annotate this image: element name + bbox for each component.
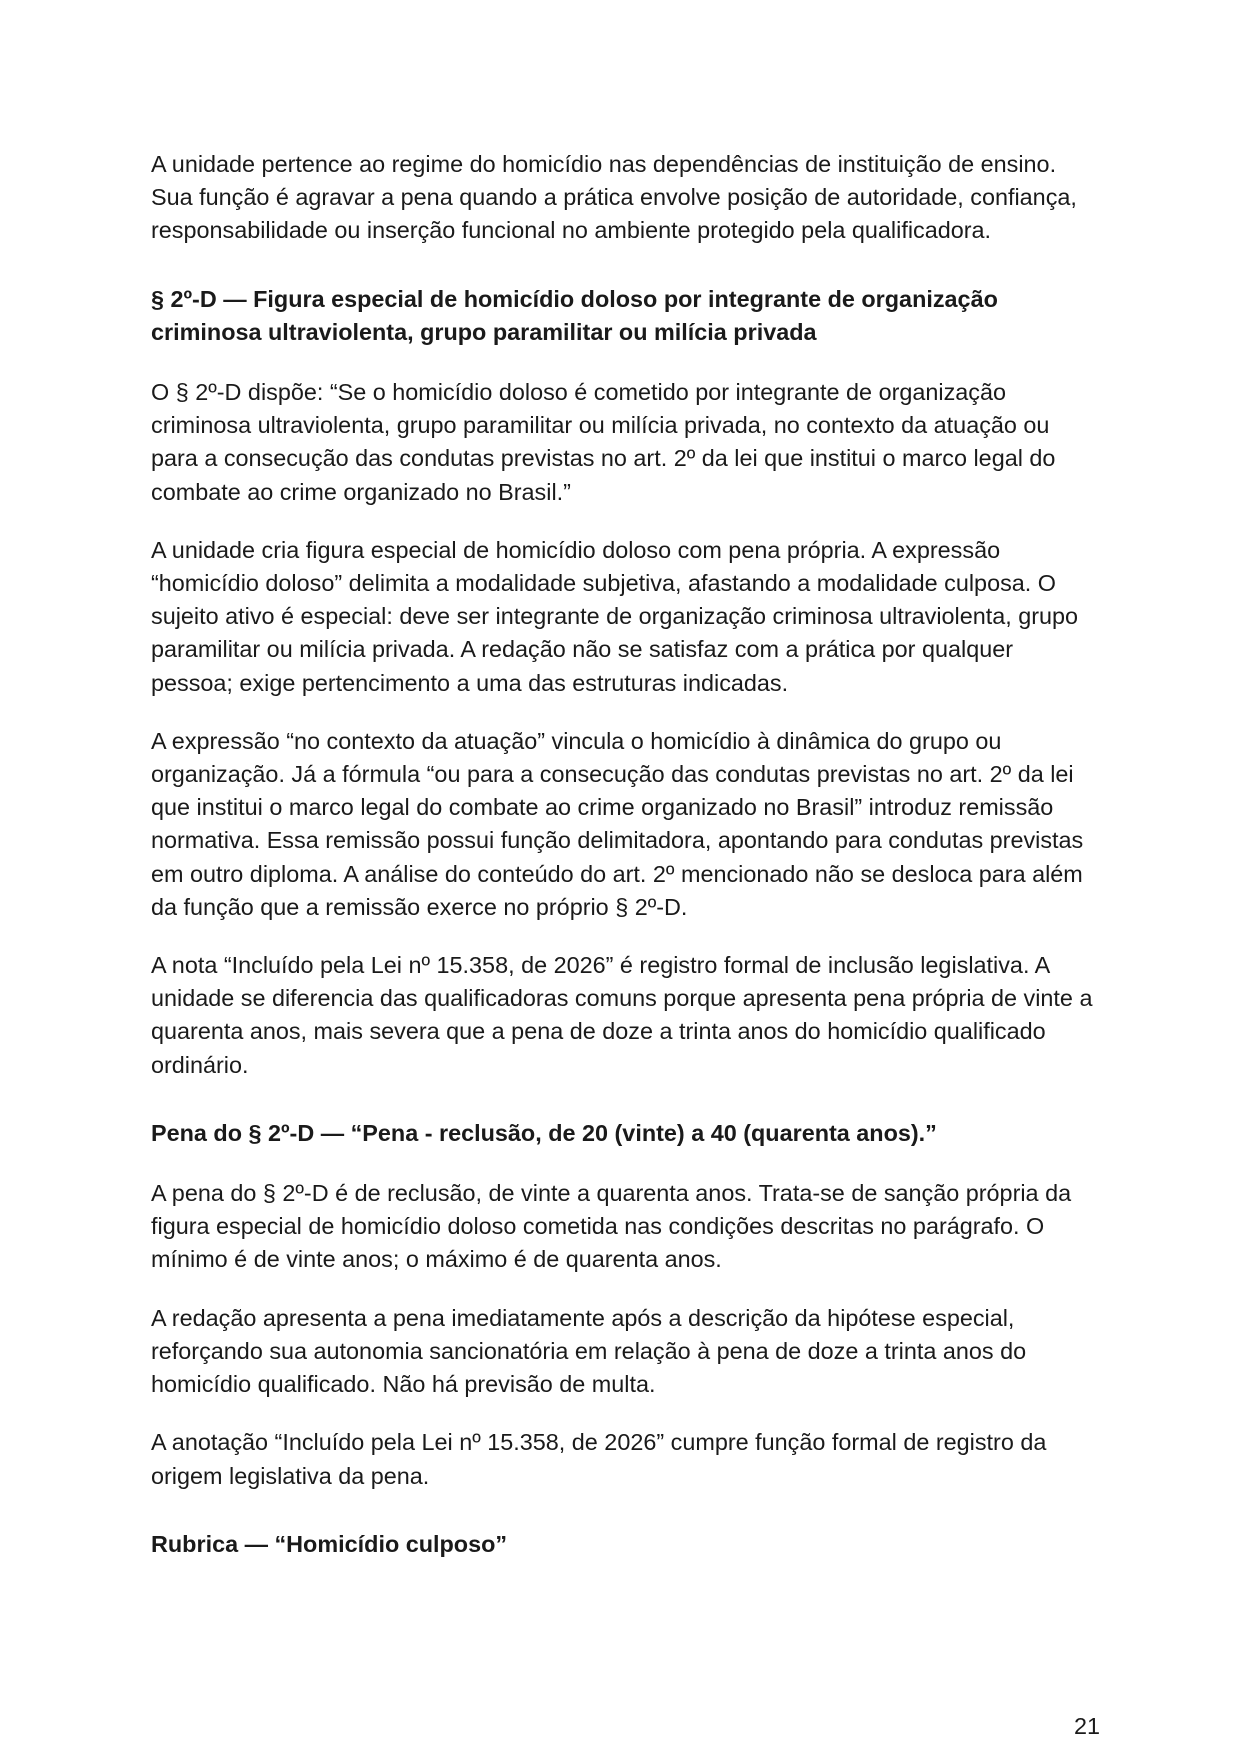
page-number: 21 [1073,1713,1100,1739]
heading-pena-2d: Pena do § 2º-D — “Pena - reclusão, de 20 (vinte) a 40 (quarenta anos).” [151,1119,937,1146]
paragraph-pena-reclusao: A pena do § 2º-D é de reclusão, de vinte a quarenta anos. Trata-se de sanção própria da figura especial de homicídio doloso cometida nas condições descritas no parágrafo. O mínimo é de vinte anos; o máximo é de quarenta anos. [151,1180,1072,1273]
heading-homicidio-culposo: Rubrica — “Homicídio culposo” [151,1530,508,1557]
paragraph-anotacao-origem: A anotação “Incluído pela Lei nº 15.358, de 2026” cumpre função formal de registro da origem legislativa da pena. [151,1429,1047,1489]
paragraph-figura-especial: A unidade cria figura especial de homicídio doloso com pena própria. A expressão “homicídio doloso” delimita a modalidade subjetiva, afastando a modalidade culposa. O sujeito ativo é especial: deve ser integrante de organização criminosa ultraviolenta, grupo paramilitar ou milícia privada. A redação não se satisfaz com a prática por qualquer pessoa; exige pertencimento a uma das estruturas indicadas. [151,536,1079,696]
page-body [151,148,1101,1561]
paragraph-instituicao-ensino: A unidade pertence ao regime do homicídio nas dependências de instituição de ensino. Sua função é agravar a pena quando a prática envolve posição de autoridade, confiança, responsabilidade ou inserção funcional no ambiente protegido pela qualificadora. [151,151,1077,244]
paragraph-nota-inclusao: A nota “Incluído pela Lei nº 15.358, de 2026” é registro formal de inclusão legislativa. A unidade se diferencia das qualificadoras comuns porque apresenta pena própria de vinte a quarenta anos, mais severa que a pena de doze a trinta anos do homicídio qualificado ordinário. [151,952,1093,1078]
paragraph-2d-disposicao: O § 2º-D dispõe: “Se o homicídio doloso é cometido por integrante de organização criminosa ultraviolenta, grupo paramilitar ou milícia privada, no contexto da atuação ou para a consecução das condutas previstas no art. 2º da lei que institui o marco legal do combate ao crime organizado no Brasil.” [151,379,1056,505]
paragraph-autonomia-sancionatoria: A redação apresenta a pena imediatamente após a descrição da hipótese especial, reforçando sua autonomia sancionatória em relação à pena de doze a trinta anos do homicídio qualificado. Não há previsão de multa. [151,1304,1027,1398]
heading-paragrafo-2d: § 2º-D — Figura especial de homicídio doloso por integrante de organização criminosa ultraviolenta, grupo paramilitar ou milícia privada [151,285,998,345]
paragraph-contexto-atuacao: A expressão “no contexto da atuação” vincula o homicídio à dinâmica do grupo ou organização. Já a fórmula “ou para a consecução das condutas previstas no art. 2º da lei que institui o marco legal do combate ao crime organizado no Brasil” introduz remissão normativa. Essa remissão possui função delimitadora, apontando para condutas previstas em outro diploma. A análise do conteúdo do art. 2º mencionado não se desloca para além da função que a remissão exerce no próprio § 2º-D. [151,727,1084,920]
